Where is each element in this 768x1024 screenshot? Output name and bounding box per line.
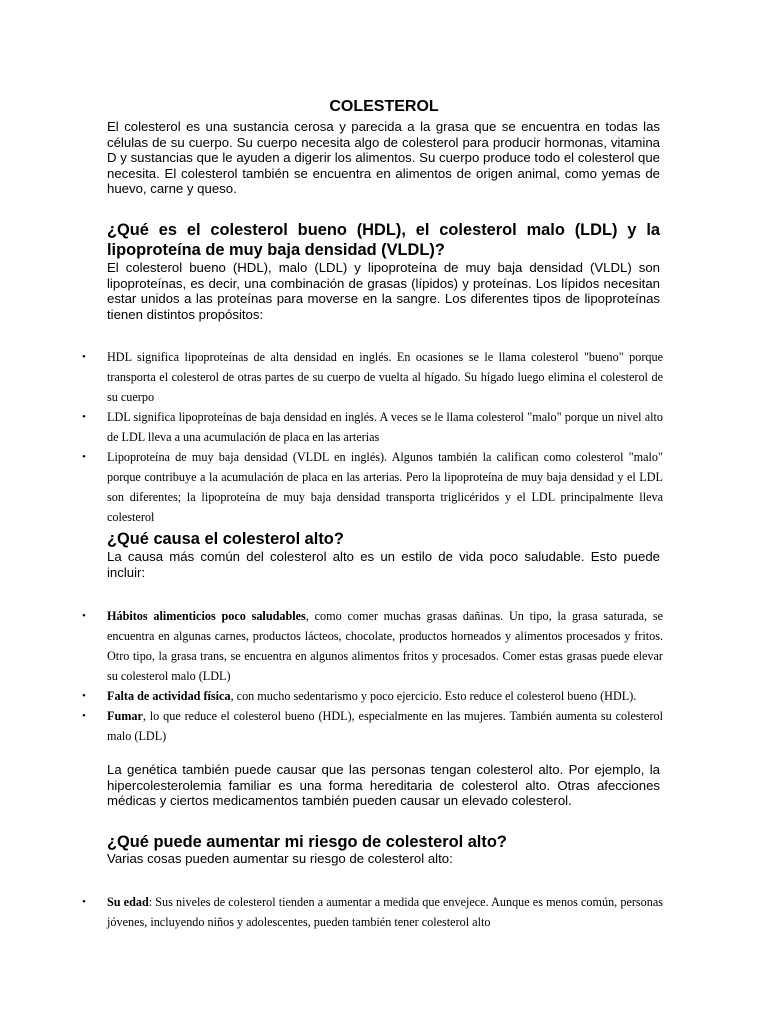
bullet-icon: • (82, 690, 86, 702)
section-heading-hdl-ldl-vldl: ¿Qué es el colesterol bueno (HDL), el colesterol malo (LDL) y la lipoproteína de muy baja densidad (VLDL)? (107, 221, 660, 259)
list-item-text: , como comer muchas grasas dañinas. Un tipo, la grasa saturada, se encuentra en algunas carnes, productos lácteos, chocolate, productos horneados y alimentos procesados y fritos. Otro tipo, la grasa trans, se encuentra en algunos alimentos fritos y procesados. Comer estas grasas puede elevar su colesterol malo (LDL) (107, 609, 664, 683)
lipoprotein-types-list (78, 347, 663, 527)
list-item (78, 407, 663, 447)
document-title: COLESTEROL (329, 98, 439, 115)
intro-paragraph: El colesterol es una sustancia cerosa y parecida a la grasa que se encuentra en todas las células de su cuerpo. Su cuerpo necesita algo de colesterol para producir hormonas, vitamina D y sustancias que le ayuden a digerir los alimentos. Su cuerpo produce todo el colesterol que necesita. El colesterol también se encuentra en alimentos de origen animal, como yemas de huevo, carne y queso. (107, 119, 660, 196)
list-item (78, 447, 663, 527)
list-item-text: HDL significa lipoproteínas de alta densidad en inglés. En ocasiones se le llama colesterol "bueno" porque transporta el colesterol de otras partes de su cuerpo de vuelta al hígado. Su hígado luego elimina el colesterol de su cuerpo (107, 350, 663, 404)
list-item (78, 706, 663, 746)
section-paragraph-lipoproteins: El colesterol bueno (HDL), malo (LDL) y lipoproteína de muy baja densidad (VLDL) son lipoproteínas, es decir, una combinación de grasas (lípidos) y proteínas. Los lípidos necesitan estar unidos a las proteínas para moverse en la sangre. Los diferentes tipos de lipoproteínas tienen distintos propósitos: (107, 260, 660, 322)
list-item-text: Lipoproteína de muy baja densidad (VLDL en inglés). Algunos también la califican como colesterol "malo" porque contribuye a la acumulación de placa en las arterias. Pero la lipoproteína de muy baja densidad y el LDL son diferentes; la lipoproteína de muy baja densidad transporta triglicéridos y el LDL principalmente lleva colesterol (107, 450, 663, 524)
section-heading-causes: ¿Qué causa el colesterol alto? (107, 530, 344, 548)
list-item-bold: Falta de actividad física (107, 689, 231, 703)
bullet-icon: • (82, 351, 86, 363)
list-item-bold: Fumar (107, 709, 143, 723)
risk-factors-list (78, 892, 663, 932)
section-paragraph-causes: La causa más común del colesterol alto es un estilo de vida poco saludable. Esto puede incluir: (107, 549, 660, 580)
bullet-icon: • (82, 451, 86, 463)
causes-list (78, 606, 663, 746)
list-item-text: : Sus niveles de colesterol tienden a aumentar a medida que envejece. Aunque es menos común, personas jóvenes, incluyendo niños y adolescentes, pueden también tener colesterol alto (107, 895, 663, 929)
list-item (78, 892, 663, 932)
list-item-bold: Hábitos alimenticios poco saludables (107, 609, 306, 623)
list-item (78, 347, 663, 407)
bullet-icon: • (82, 411, 86, 423)
list-item (78, 606, 663, 686)
list-item (78, 686, 663, 706)
bullet-icon: • (82, 610, 86, 622)
section-paragraph-risk: Varias cosas pueden aumentar su riesgo de colesterol alto: (107, 851, 453, 866)
list-item-text: , con mucho sedentarismo y poco ejercicio. Esto reduce el colesterol bueno (HDL). (230, 689, 637, 703)
list-item-text: LDL significa lipoproteínas de baja densidad en inglés. A veces se le llama colesterol "malo" porque un nivel alto de LDL lleva a una acumulación de placa en las arterias (107, 410, 663, 444)
list-item-text: , lo que reduce el colesterol bueno (HDL), especialmente en las mujeres. También aumenta su colesterol malo (LDL) (107, 709, 663, 743)
list-item-bold: Su edad (107, 895, 149, 909)
section-heading-risk: ¿Qué puede aumentar mi riesgo de colesterol alto? (107, 833, 507, 851)
genetics-paragraph: La genética también puede causar que las personas tengan colesterol alto. Por ejemplo, la hipercolesterolemia familiar es una forma hereditaria de colesterol alto. Otras afecciones médicas y ciertos medicamentos también pueden causar un elevado colesterol. (107, 762, 660, 808)
bullet-icon: • (82, 896, 86, 908)
bullet-icon: • (82, 710, 86, 722)
